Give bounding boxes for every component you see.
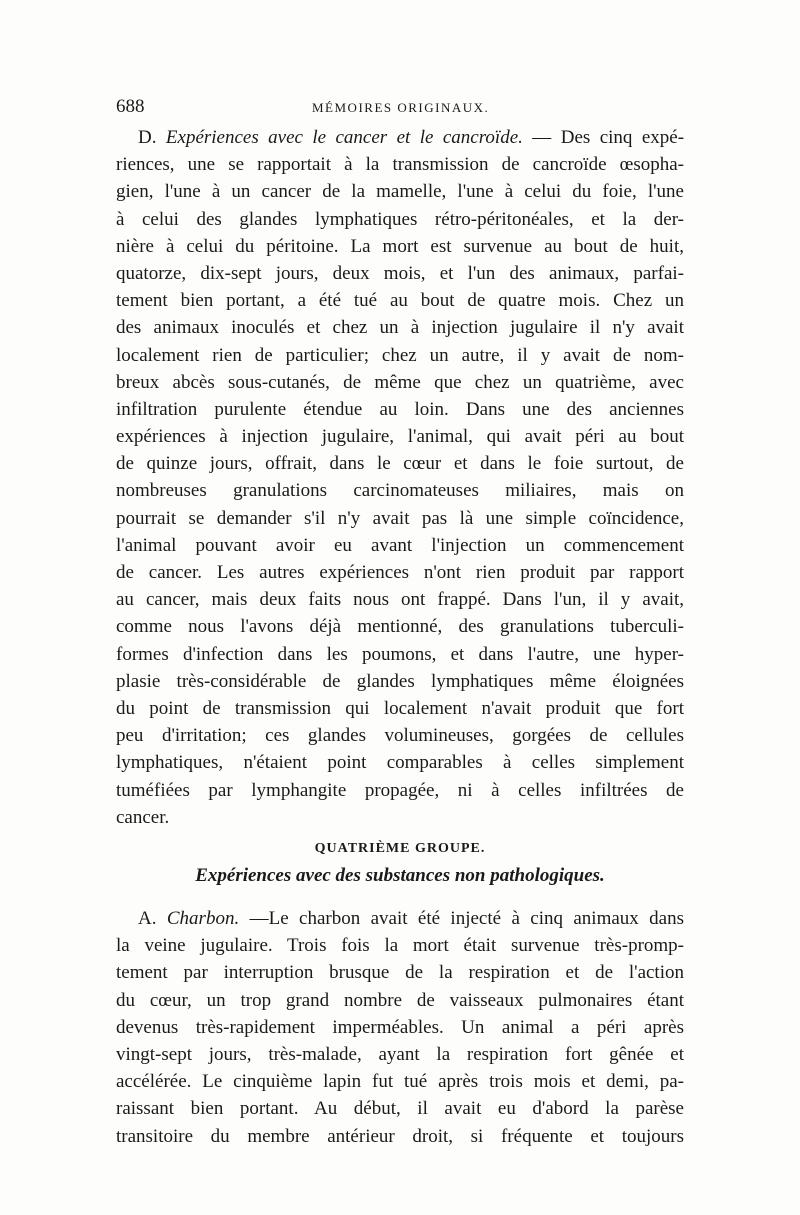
text-line: accélérée. Le cinquième lapin fut tué après trois mois et demi, pa- (116, 1071, 684, 1093)
text-line: quatorze, dix-sept jours, deux mois, et l'un des animaux, parfai- (116, 262, 684, 284)
text-line: du cœur, un trop grand nombre de vaisseaux pulmonaires étant (116, 989, 684, 1011)
section-d-label: D. (138, 127, 157, 148)
section-a-label: A. (138, 908, 157, 929)
text-line: lymphatiques, n'étaient point comparables à celles simplement (116, 752, 684, 774)
section-a-paragraph (116, 905, 684, 1150)
text-line: de quinze jours, offrait, dans le cœur et dans le foie surtout, de (116, 453, 684, 475)
section-d-paragraph (116, 124, 684, 831)
text-line: plasie très-considérable de glandes lymphatiques même éloignées (116, 670, 684, 692)
text-line: de cancer. Les autres expériences n'ont rien produit par rapport (116, 562, 684, 583)
group-subheading: Expériences avec des substances non pathologiques. (195, 865, 605, 886)
text-line: la veine jugulaire. Trois fois la mort était survenue très-promp- (116, 935, 684, 957)
text-line-last: cancer. (116, 806, 170, 828)
text-line: localement rien de particulier; chez un autre, il y avait de nom- (116, 344, 684, 366)
text-line: l'animal pouvant avoir eu avant l'injection un commencement (116, 534, 684, 556)
section-a-dash: — (239, 908, 269, 929)
section-a-heading: Charbon. (166, 908, 240, 929)
text-line: tement par interruption brusque de la respiration et de l'action (116, 962, 684, 984)
text-line: tement bien portant, a été tué au bout de quatre mois. Chez un (116, 290, 684, 312)
text-line: gien, l'une à un cancer de la mamelle, l'une à celui du foie, l'une (116, 181, 684, 203)
text-line: riences, une se rapportait à la transmission de cancroïde œsopha- (116, 154, 684, 176)
text-line: du point de transmission qui localement n'avait produit que fort (116, 697, 684, 719)
text-line: comme nous l'avons déjà mentionné, des granulations tuberculi- (116, 616, 684, 638)
text-line: transitoire du membre antérieur droit, si fréquente et toujours (116, 1125, 684, 1147)
text-line: vingt-sept jours, très-malade, ayant la respiration fort gênée et (116, 1043, 684, 1065)
section-d-heading: Expériences avec le cancer et le cancroïde. (165, 127, 523, 148)
text-line: formes d'infection dans les poumons, et dans l'autre, une hyper- (116, 643, 684, 665)
text-line: des animaux inoculés et chez un à injection jugulaire il n'y avait (116, 317, 684, 339)
section-a-first-line-rest: Le charbon avait été injecté à cinq animaux dans (268, 908, 684, 929)
section-d-dash: — (522, 127, 561, 148)
text-line: nombreuses granulations carcinomateuses miliaires, mais on (116, 480, 684, 502)
text-line: breux abcès sous-cutanés, de même que chez un quatrième, avec (116, 371, 684, 393)
running-head (116, 96, 684, 120)
page-number: 688 (116, 96, 145, 117)
text-line: devenus très-rapidement imperméables. Un animal a péri après (116, 1016, 684, 1038)
section-a-first-line (116, 905, 684, 932)
group-heading: QUATRIÈME GROUPE. (314, 841, 486, 856)
text-line: nière à celui du péritoine. La mort est survenue au bout de huit, (116, 235, 684, 257)
text-line: tuméfiées par lymphangite propagée, ni à celles infiltrées de (116, 779, 684, 801)
text-line: à celui des glandes lymphatiques rétro-péritonéales, et la der- (116, 208, 684, 230)
running-title: MÉMOIRES ORIGINAUX. (312, 100, 490, 115)
section-d-first-line (116, 124, 684, 151)
text-line: raissant bien portant. Au début, il avait eu d'abord la parèse (116, 1098, 684, 1120)
section-d-first-line-rest: Des cinq expé- (560, 127, 684, 148)
text-line: pourrait se demander s'il n'y avait pas là une simple coïncidence, (116, 507, 684, 529)
text-line: infiltration purulente étendue au loin. Dans une des anciennes (116, 398, 684, 420)
text-line: expériences à injection jugulaire, l'animal, qui avait péri au bout (116, 426, 684, 448)
text-line: au cancer, mais deux faits nous ont frappé. Dans l'un, il y avait, (116, 589, 684, 611)
text-line: peu d'irritation; ces glandes volumineuses, gorgées de cellules (116, 725, 684, 747)
